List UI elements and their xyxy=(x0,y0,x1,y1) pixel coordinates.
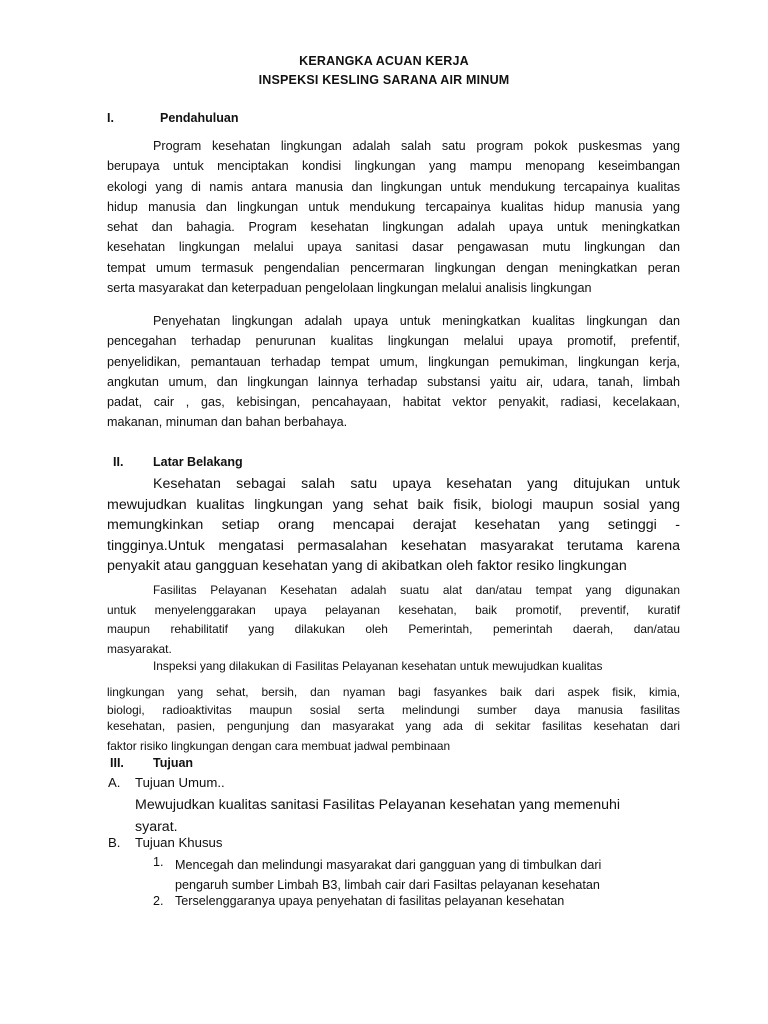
text-line: Fasilitas Pelayanan Kesehatan adalah suatu alat dan/atau tempat yang digunakan xyxy=(153,583,680,597)
text-line: maupun rehabilitatif yang dilakukan oleh Pemerintah, pemerintah daerah, dan/atau xyxy=(107,622,680,637)
section1-heading: Pendahuluan xyxy=(160,111,239,125)
list-item-1-number: 1. xyxy=(153,855,164,869)
text-line: sehat dan bahagia. Program kesehatan lingkungan adalah upaya untuk meningkatkan xyxy=(107,220,680,235)
text-line: ekologi yang di namis antara manusia dan lingkungan untuk mendukung tercapainya kualitas xyxy=(107,179,680,194)
section2-paragraph1 xyxy=(107,474,680,577)
section3-heading: Tujuan xyxy=(153,756,194,770)
text-line: makanan, minuman dan bahan berbahaya. xyxy=(107,415,348,430)
text-line: Kesehatan sebagai salah satu upaya kesehatan yang ditujukan untuk xyxy=(153,476,680,492)
subsection-b-label: B. xyxy=(108,835,121,850)
section3-number: III. xyxy=(110,756,124,770)
text-line: Mencegah dan melindungi masyarakat dari gangguan yang di timbulkan dari xyxy=(175,858,602,872)
section1-paragraph2 xyxy=(107,311,680,433)
text-line: masyarakat. xyxy=(107,641,172,656)
text-line: Inspeksi yang dilakukan di Fasilitas Pelayanan kesehatan untuk mewujudkan kualitas xyxy=(153,659,603,673)
list-item-1-text xyxy=(175,855,601,895)
text-line: mewujudkan kualitas lingkungan yang sehat baik fisik, biologi maupun sosial yang xyxy=(107,496,680,513)
text-line: kesehatan lingkungan melalui upaya sanitasi dasar pengawasan mutu lingkungan dan xyxy=(107,240,680,255)
text-line: syarat. xyxy=(135,819,178,835)
list-item-2-number: 2. xyxy=(153,894,164,908)
subsection-a-label: A. xyxy=(108,775,121,790)
text-line: Penyehatan lingkungan adalah upaya untuk meningkatkan kualitas lingkungan dan xyxy=(153,314,680,328)
section2-paragraph3-first xyxy=(107,657,680,677)
text-line: penyakit atau gangguan kesehatan yang di akibatkan oleh faktor resiko lingkungan xyxy=(107,558,627,575)
text-line: lingkungan yang sehat, bersih, dan nyaman bagi fasyankes baik dari aspek fisik, kimia, xyxy=(107,685,680,699)
text-line: tempat umum termasuk pengendalian pencermaran lingkungan dengan meningkatkan peran xyxy=(107,260,680,275)
section2-number: II. xyxy=(113,455,124,469)
text-line: pencegahan terhadap penurunan kualitas lingkungan melalui upaya promotif, prefentif, xyxy=(107,334,680,349)
section1-number: I. xyxy=(107,111,114,125)
text-line: pengaruh sumber Limbah B3, limbah cair dari Fasiltas pelayanan kesehatan xyxy=(175,878,600,892)
subsection-a-text xyxy=(135,794,620,838)
text-line: untuk menyelenggarakan upaya pelayanan kesehatan, baik promotif, preventif, kuratif xyxy=(107,602,680,617)
section1-paragraph1 xyxy=(107,136,680,298)
text-line: angkutan umum, dan lingkungan lainnya terhadap substansi yaitu air, udara, tanah, limbah xyxy=(107,374,680,389)
text-line: memungkinkan setiap orang mencapai derajat kesehatan yang setinggi - xyxy=(107,517,680,534)
text-line: kesehatan, pasien, pengunjung dan masyarakat yang ada di sekitar fasilitas kesehatan dari xyxy=(107,719,680,733)
text-line: serta masyarakat dan keterpaduan pengelolaan lingkungan melalui analisis lingkungan xyxy=(107,281,592,296)
text-line: faktor risiko lingkungan dengan cara membuat jadwal pembinaan xyxy=(107,738,451,753)
text-line: Mewujudkan kualitas sanitasi Fasilitas Pelayanan kesehatan yang memenuhi xyxy=(135,797,621,813)
text-line: penyelidikan, pemantauan terhadap tempat umum, lingkungan pemukiman, lingkungan kerja, xyxy=(107,354,680,369)
section2-paragraph2 xyxy=(107,581,680,659)
text-line: berupaya untuk menciptakan kondisi lingkungan yang mampu menopang keseimbangan xyxy=(107,159,680,174)
section2-paragraph3-rest xyxy=(107,684,680,719)
text-line: padat, cair , gas, kebisingan, pencahayaan, habitat vektor penyakit, radiasi, kecelakaan, xyxy=(107,395,680,410)
section2-heading: Latar Belakang xyxy=(153,455,243,469)
text-line: hidup manusia dan lingkungan untuk mendukung tercapainya kualitas hidup manusia yang xyxy=(107,199,680,214)
text-line: biologi, radioaktivitas maupun sosial serta melindungi sumber daya manusia fasilitas xyxy=(107,702,680,717)
subsection-a-title: Tujuan Umum.. xyxy=(135,775,225,790)
subsection-b-title: Tujuan Khusus xyxy=(135,835,223,850)
text-line: tingginya.Untuk mengatasi permasalahan kesehatan masyarakat terutama karena xyxy=(107,537,680,554)
document-title-line1: KERANGKA ACUAN KERJA xyxy=(299,54,469,68)
text-line: Program kesehatan lingkungan adalah salah satu program pokok puskesmas yang xyxy=(153,139,680,153)
section2-paragraph3-end xyxy=(107,717,680,756)
list-item-2-text: Terselenggaranya upaya penyehatan di fasilitas pelayanan kesehatan xyxy=(175,894,565,908)
document-title-line2: INSPEKSI KESLING SARANA AIR MINUM xyxy=(258,73,510,87)
